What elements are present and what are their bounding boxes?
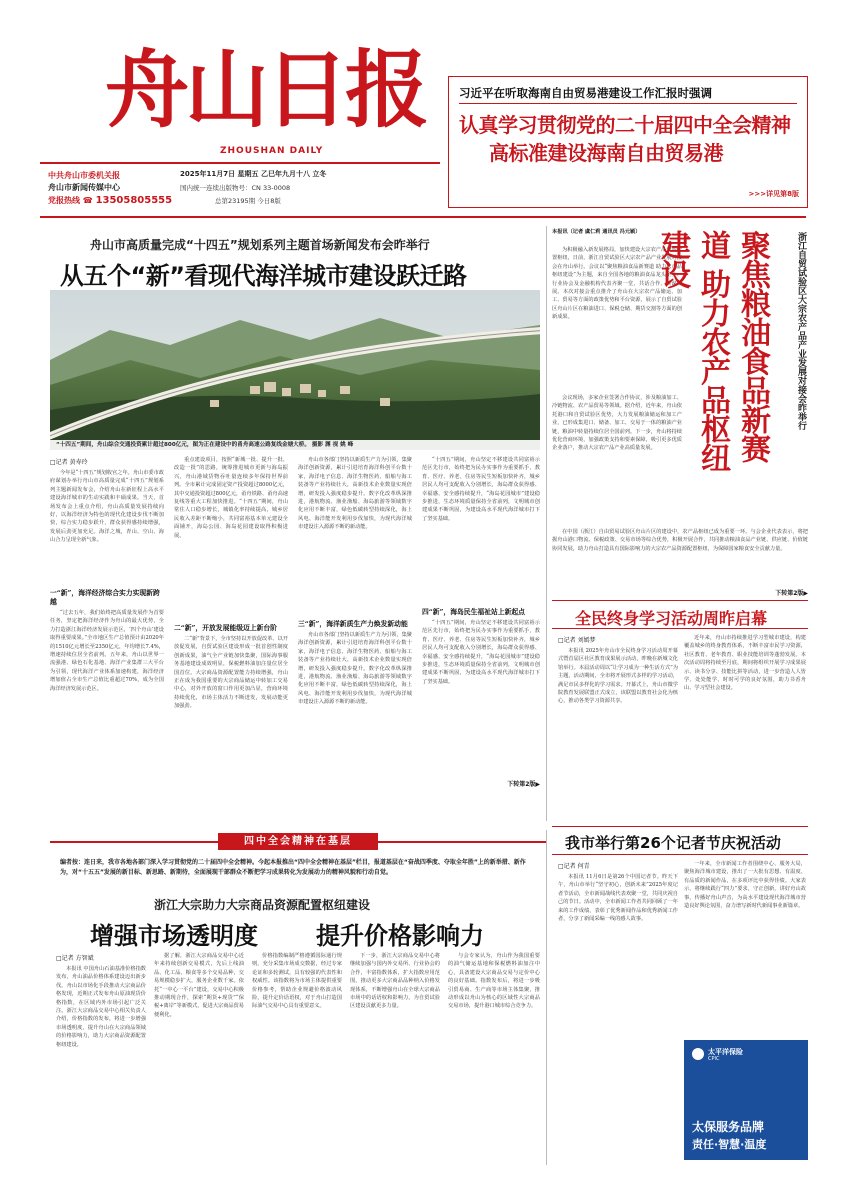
cpic-logo-icon [692, 1048, 704, 1060]
festival-body-1: 本报讯 11月6日是第26个中国记者节。昨天下午，舟山市举行“坚守初心，创新未来”2025年度记者节活动，全市新闻战线代表欢聚一堂，共同庆祝自己的节日。活动中，全市新闻工作者共同回顾了一年来的工作成绩，表彰了优秀新闻作品和优秀新闻工作者，分享了新闻采编一线的感人故事。 [558, 874, 678, 923]
plenum-note [60, 858, 536, 877]
right-story-jump[interactable]: 下转第2版▶ [775, 590, 808, 597]
lead-body-5: 舟山市各部门坚持以新质生产力为引领，集聚海洋创新资源，累计引进培育海洋科创平台数十家，海洋电子信息、海洋生物医药、船舶与海工装备等产业持续壮大，高新技术企业数量实现倍增，研发投入强度稳步提升。数字化改革纵深推进，港航物流、渔业渔船、海岛旅游等领域数字化应用不断丰富，绿色低碳转型持续深化，海上风电、海洋能开发利用步伐加快，为现代海洋城市建设注入源源不断的新动能。 [298, 457, 412, 531]
plenum-band [50, 830, 546, 854]
study-body-2: 近年来，舟山市持续推进学习型城市建设，构建覆盖城乡的终身教育体系，不断丰富市民学习资源，社区教育、老年教育、职业技能培训等蓬勃发展。本次活动周将持续至月底，期间将组织开展学习成果展示、读书分享、技能比拼等活动，进一步营造人人皆学、处处能学、时时可学的良好氛围，助力书香舟山、学习型社会建设。 [684, 635, 806, 692]
masthead-org2: 舟山市新闻传媒中心 [48, 183, 120, 192]
right-story-body-2: 会议现场，多家企业签署合作协议，涉及粮油加工、冷链物流、农产品贸易等领域。据介绍，近年来，舟山依托港口和自贸试验区优势，大力发展粮油储运和加工产业，已形成集进口、储备、加工、交易于一体的粮油产业链，粮油中转量持续位居全国前列。下一步，舟山将持续优化营商环境，加强政策支持和要素保障，吸引更多优质企业落户，推动大宗农产品产业高质量发展。 [552, 395, 682, 452]
lead-body-5b: 舟山市各部门坚持以新质生产力为引领，集聚海洋创新资源，累计引进培育海洋科创平台数十家，海洋电子信息、海洋生物医药、船舶与海工装备等产业持续壮大，高新技术企业数量实现倍增，研发投入强度稳步提升。数字化改革纵深推进，港航物流、渔业渔船、海岛旅游等领域数字化应用不断丰富，绿色低碳转型持续深化，海上风电、海洋能开发利用步伐加快，为现代海洋城市建设注入源源不断的新动能。 [298, 632, 412, 706]
plenum-band-label: 四中全会精神在基层 [218, 833, 378, 850]
right-story-kicker: 浙江自贸试验区大宗农产品产业发展对接会昨举行 [796, 232, 806, 430]
festival-headline: 我市举行第26个记者节庆祝活动 [565, 834, 781, 852]
bottom-kicker: 浙江大宗助力大宗商品资源配置枢纽建设 [154, 898, 371, 912]
festival-body-2: 一年来，全市新闻工作者围绕中心、服务大局，聚焦海洋城市建设，推出了一大批有思想、有温度、有品质的新闻作品，在多项评比中获得佳绩。大家表示，将继续践行“四力”要求，守正创新，讲好舟山故事，传播好舟山声音，为高水平建设现代海洋城市营造良好舆论氛围，奋力谱写新时代新闻事业新篇章。 [684, 861, 806, 910]
insurance-ad[interactable] [684, 1040, 808, 1160]
lead-body-1: 今年是“十四五”规划收官之年。舟山市委市政府谋划办举行舟山市高质量完成“十四五”规划系列主题新闻发布会，介绍舟山在新征程上高水平建设海洋城市的生动实践和丰硕成果。当天，首场发布会上重点介绍，舟山高质量发展持续向好，以海洋经济为特色的现代化建设步伐不断加快，综合实力稳步跃升，群众获得感持续增强，发展后劲更加充足。海洋之城，青山、空山、海山合力呈现全新气象。 [50, 470, 164, 544]
top-story-jump[interactable]: >>>详见第8版 [748, 190, 799, 198]
lead-subhead-3: 三“新”，海洋新质生产力焕发新动能 [298, 620, 408, 628]
study-headline: 全民终身学习活动周昨启幕 [575, 609, 768, 628]
hotline [48, 195, 172, 206]
bottom-body-2: 据了解，浙江大宗商品交易中心近年来持续创新交易模式，先后上线油品、化工品、粮食等多个交易品种，交易规模稳步扩大，服务企业数千家。依托“一中心一平台”建设，交易中心积极推动期现合作，探索“期货+现货”“保税+离岸”等新模式，促进大宗商品贸易便利化。 [154, 953, 244, 1018]
phone-icon: ☎ [82, 196, 93, 205]
ad-line-1: 太保服务品牌 [692, 1120, 765, 1134]
right-story-headline: 聚焦粮油食品新赛道 助力农产品枢纽建设 [655, 230, 770, 472]
masthead-issn: 国内统一连续出版物号：CN 33-0008 [180, 184, 291, 192]
masthead-title: 舟山日报 [105, 40, 426, 139]
study-body-1: 本报讯 2025年舟山市全民终身学习活动周开幕式暨首届区社区教育成果展示活动，昨晚在新城文化馆举行。本届活动周以“让学习成为一种生活方式”为主题，活动期间，全市将开展形式多样的学习活动，满足市民多样化的学习需求。开幕式上，舟山市微学院教育发展联盟正式成立，该联盟以教育社会化为核心，推动各类学习资源共享。 [558, 648, 678, 705]
masthead-org1: 中共舟山市委机关报 [48, 171, 120, 180]
plenum-note-label: 编者按： [60, 859, 85, 866]
masthead-serial: 总第23195期 今日8版 [215, 197, 281, 205]
lead-body-4: 二“新”背景下，全市坚持以开放促改革、以开放促发展，自贸试验区建设形成一批首创性制度创新成果，油气全产业链加快集聚，国际海事服务基地建设成效明显，保税燃料油加注量位居全国首位。大宗商品资源配置能力持续增强，舟山正在成为我国重要的大宗商品储运中转加工交易中心，对外开放的窗口作用更加凸显，营商环境持续优化，市场主体活力不断迸发，发展动能更加强劲。 [174, 636, 288, 710]
masthead-pinyin: ZHOUSHAN DAILY [220, 146, 324, 156]
bottom-headline-2: 提升价格影响力 [316, 922, 484, 950]
lead-photo-caption: “十四五”期间，舟山综合交通投资累计超过800亿元，图为正在建设中的甬舟高速公路复线金塘大桥。 摄影 渊 视 姚 峰 [50, 440, 540, 450]
lead-subhead-4: 四“新”，海岛民生福祉站上新起点 [422, 608, 525, 616]
hotline-label: 党报热线 [48, 196, 80, 205]
lead-body-6b: “十四五”期间，舟山坚定不移建设共同富裕示范区先行市，始终把为民办实事作为重要抓手，教育、医疗、养老、住房等民生短板加快补齐，城乡居民人均可支配收入分别增长，海岛群众获得感、幸福感、安全感持续提升，“海岛花园城市”建设稳步推进，生态环境质量保持全省前列，文明城市创建成果不断巩固，为建设高水平现代海洋城市打下了坚实基础。 [422, 620, 540, 685]
lead-subhead-1: 一“新”，海洋经济综合实力实现新跨越 [50, 589, 160, 606]
lead-body-6: “十四五”期间，舟山坚定不移建设共同富裕示范区先行市，始终把为民办实事作为重要抓手，教育、医疗、养老、住房等民生短板加快补齐，城乡居民人均可支配收入分别增长，海岛群众获得感、幸福感、安全感持续提升，“海岛花园城市”建设稳步推进，生态环境质量保持全省前列，文明城市创建成果不断巩固，为建设高水平现代海洋城市打下了坚实基础。 [422, 457, 540, 522]
lead-kicker: 舟山市高质量完成“十四五”规划系列主题首场新闻发布会昨举行 [90, 238, 430, 252]
right-story-byline: 本报讯（记者 虞仁莉 通讯员 冯元颖） [552, 229, 641, 235]
top-story [448, 76, 808, 208]
right-story [552, 228, 808, 528]
top-story-headline-1: 认真学习贯彻党的二十届四中全会精神 [459, 113, 791, 137]
bridge-landscape-photo [50, 290, 540, 450]
bottom-body-3: 价格指数编制严格遵循国际通行规则，充分采集市场成交数据，经过专家论证和多轮测试，具有较强的代表性和权威性。该指数将为市场主体提供重要价格参考，帮助企业规避价格波动风险，提升定价话语权，对于舟山打造国际油气交易中心具有重要意义。 [252, 953, 342, 1010]
lead-body-2: “过去五年，我们始终把高质量发展作为首要任务，坚定把海洋经济作为舟山的最大优势，全力打造浙江海洋经济发展示范区，‘四个舟山’建设取得重要成果。”全市地区生产总值预计由2020年的1510亿元增长至2350亿元，年均增长7.4%，增速持续位居全省前列。五年来，舟山以世界一流强港、绿色石化基地、海洋产业集群三大平台为引领，现代海洋产业体系加速构建，海洋经济增加值占全市生产总值比重超过70%，成为全国海洋经济发展示范区。 [50, 610, 164, 692]
hotline-number: 13505805555 [95, 195, 173, 206]
lead-jump[interactable]: 下转第2版▶ [507, 781, 540, 788]
top-story-kicker: 习近平在听取海南自由贸易港建设工作汇报时强调 [459, 86, 712, 100]
ad-logo-text: 太平洋保险 [708, 1048, 743, 1056]
right-story-body-1: 为积极融入新发展格局，加快建设大宗农产品资源配置枢纽，日前，浙江自贸试验区大宗农产品产业发展对接会在舟山举行。会议以“聚焦粮油食品新赛道 助力农产品枢纽建设”为主题，来自全国各地的粮油食品龙头企业、行业协会及金融机构代表齐聚一堂，共话合作、共谋发展。本次对接会重点推介了舟山在大宗农产品储运、加工、贸易等方面的政策优势和平台资源，展示了自贸试验区舟山片区在粮油进口、保税仓储、期货交割等方面的创新成果。 [552, 247, 682, 321]
lead-subhead-2: 二“新”，开放发展能级迈上新台阶 [174, 624, 277, 632]
right-story-body-3: 在中国（浙江）自由贸易试验区舟山片区的建设中，农产品枢纽已成为重要一环。与会企业代表表示，将把握舟山港口物流、保税政策、交易市场等综合优势，积极开展合作，共同推动粮油食品产业链、供应链、价值链协同发展，助力舟山打造具有国际影响力的大宗农产品资源配置枢纽，为保障国家粮食安全贡献力量。 [552, 529, 808, 552]
festival-byline: □记者 何青 [558, 863, 590, 870]
bottom-headline-1: 增强市场透明度 [90, 922, 258, 950]
ad-logo-sub: CPIC [708, 1056, 720, 1062]
bottom-body-5: 与会专家认为，舟山作为我国重要的油气储运基地和保税燃料油加注中心，具备建设大宗商品交易与定价中心的良好基础。指数发布后，将进一步吸引贸易商、生产商等市场主体集聚，推动形成以舟山为核心的区域性大宗商品交易市场，提升港口城市综合竞争力。 [448, 953, 540, 1010]
bottom-body-4: 下一步，浙江大宗商品交易中心将继续加强与国内外交易所、行业协会的合作，丰富指数体系，扩大指数应用范围，推动更多大宗商品品种纳入价格发现体系，不断增强舟山在全球大宗商品市场中的话语权和影响力，为自贸试验区建设贡献更多力量。 [350, 953, 440, 1010]
lead-headline: 从五个“新”看现代海洋城市建设跃迁路 [60, 262, 467, 290]
lead-photo [50, 290, 540, 450]
top-story-headline-2: 高标准建设海南自由贸易港 [489, 141, 723, 165]
study-byline: □记者 刘嫣梦 [558, 637, 596, 644]
lead-byline: □记者 黄寿玲 [50, 459, 88, 466]
bottom-body-1: 本报讯 中国舟山石油基准价格指数发布，舟山油品价格体系建设迈出新步伐。舟山以市场化手段推动大宗商品价格发现，近期正式发布舟山原油现货价格指数，在区域内外市场引起广泛关注。浙江大宗商品交易中心相关负责人介绍，价格指数的发布，将进一步增强市场透明度，提升舟山在大宗商品领域的价格影响力，助力大宗商品资源配置枢纽建设。 [56, 966, 146, 1048]
lead-body-3: 重点建设项目，按照“新城一批、提升一批、改造一批”的思路，统筹推进城市更新与海岛振兴，舟山港域货物吞吐量连续多年保持世界前列。全市累计完成固定资产投资超过8000亿元，其中交通投资超过800亿元，甬舟铁路、甬舟高速复线等重大工程加快推进。“十四五”期间，舟山常住人口稳步增长，城镇化率持续提高，城乡居民收入差距不断缩小，共同富裕基本单元建设全面铺开，海岛公园、海岛花园建设取得积极进展。 [174, 457, 288, 539]
ad-line-2: 责任·智慧·温度 [692, 1138, 767, 1151]
masthead-date: 2025年11月7日 星期五 乙巳年九月十八 立冬 [180, 170, 327, 178]
bottom-byline: □记者 方智斌 [56, 955, 94, 962]
plenum-note-text: 连日来，我市各地各部门深入学习贯彻党的二十届四中全会精神。今起本报推出“四中全会精神在基层”栏目，报道基层在“奋战四季度、夺取全年胜”上的新举措、新作为，对“十五五”发展的新目标、新思路、新期待，全面展现干部群众不断把学习成果转化为发展动力的精神风貌和行动自觉。 [60, 859, 526, 876]
